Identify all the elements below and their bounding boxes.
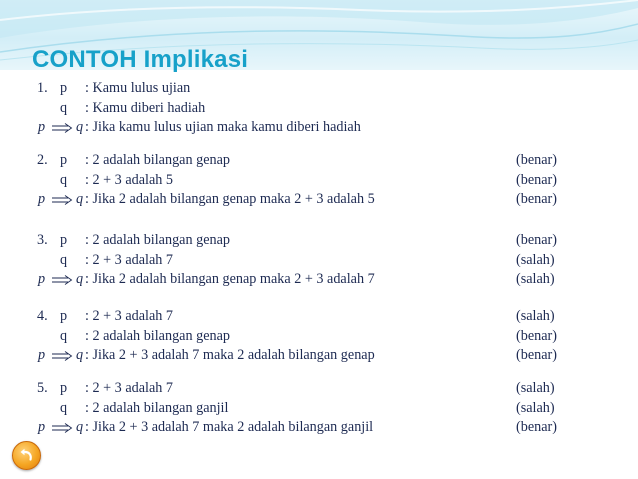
variable-label: q — [60, 172, 68, 188]
truth-value: (salah) — [516, 400, 555, 416]
variable-label: p — [60, 380, 68, 396]
statement-text: : 2 adalah bilangan genap — [85, 232, 230, 248]
item-number: 4. — [37, 308, 48, 324]
statement-text: : 2 + 3 adalah 5 — [85, 172, 173, 188]
statement-line — [0, 379, 638, 398]
implication-q: q — [76, 191, 84, 207]
implication-text: : Jika 2 adalah bilangan genap maka 2 + 3 adalah 7 — [85, 271, 375, 287]
statement-line — [0, 307, 638, 326]
statement-line — [0, 79, 638, 98]
statement-text: : Kamu lulus ujian — [85, 80, 191, 96]
implication-arrow-icon — [51, 123, 73, 133]
implication-text: : Jika kamu lulus ujian maka kamu diberi hadiah — [85, 119, 361, 135]
item-number: 1. — [37, 80, 48, 96]
implication-q: q — [76, 271, 84, 287]
implication-p: p — [38, 119, 46, 135]
variable-label: p — [60, 80, 68, 96]
truth-value: (salah) — [516, 271, 555, 287]
truth-value: (salah) — [516, 252, 555, 268]
item-number: 5. — [37, 380, 48, 396]
implication-q: q — [76, 419, 84, 435]
truth-value: (benar) — [516, 172, 557, 188]
implication-arrow-icon — [51, 351, 73, 361]
implication-line — [0, 190, 638, 209]
slide-title: CONTOH Implikasi — [32, 46, 249, 73]
implication-line — [0, 270, 638, 289]
statement-line — [0, 99, 638, 118]
implication-line — [0, 118, 638, 137]
implication-text: : Jika 2 adalah bilangan genap maka 2 + 3 adalah 5 — [85, 191, 375, 207]
item-number: 2. — [37, 152, 48, 168]
variable-label: p — [60, 232, 68, 248]
statement-text: : 2 adalah bilangan genap — [85, 152, 230, 168]
variable-label: q — [60, 100, 68, 116]
truth-value: (salah) — [516, 308, 555, 324]
implication-p: p — [38, 347, 46, 363]
implication-p: p — [38, 271, 46, 287]
truth-value: (benar) — [516, 191, 557, 207]
statement-text: : 2 + 3 adalah 7 — [85, 308, 173, 324]
implication-p: p — [38, 191, 46, 207]
variable-label: p — [60, 308, 68, 324]
truth-value: (benar) — [516, 232, 557, 248]
truth-value: (benar) — [516, 347, 557, 363]
statement-line — [0, 399, 638, 418]
return-button[interactable] — [12, 441, 41, 470]
implication-line — [0, 346, 638, 365]
statement-text: : 2 adalah bilangan ganjil — [85, 400, 229, 416]
statement-line — [0, 171, 638, 190]
truth-value: (benar) — [516, 328, 557, 344]
statement-text: : 2 adalah bilangan genap — [85, 328, 230, 344]
implication-text: : Jika 2 + 3 adalah 7 maka 2 adalah bilangan genap — [85, 347, 375, 363]
statement-line — [0, 231, 638, 250]
statement-text: : Kamu diberi hadiah — [85, 100, 206, 116]
statement-line — [0, 251, 638, 270]
variable-label: p — [60, 152, 68, 168]
statement-text: : 2 + 3 adalah 7 — [85, 380, 173, 396]
implication-p: p — [38, 419, 46, 435]
variable-label: q — [60, 252, 68, 268]
statement-text: : 2 + 3 adalah 7 — [85, 252, 173, 268]
implication-arrow-icon — [51, 423, 73, 433]
truth-value: (salah) — [516, 380, 555, 396]
statement-line — [0, 327, 638, 346]
return-arrow-icon — [18, 447, 35, 464]
implication-text: : Jika 2 + 3 adalah 7 maka 2 adalah bilangan ganjil — [85, 419, 374, 435]
variable-label: q — [60, 328, 68, 344]
implication-q: q — [76, 347, 84, 363]
item-number: 3. — [37, 232, 48, 248]
implication-arrow-icon — [51, 275, 73, 285]
truth-value: (benar) — [516, 152, 557, 168]
implication-arrow-icon — [51, 195, 73, 205]
statement-line — [0, 151, 638, 170]
implication-q: q — [76, 119, 84, 135]
variable-label: q — [60, 400, 68, 416]
truth-value: (benar) — [516, 419, 557, 435]
implication-line — [0, 418, 638, 437]
